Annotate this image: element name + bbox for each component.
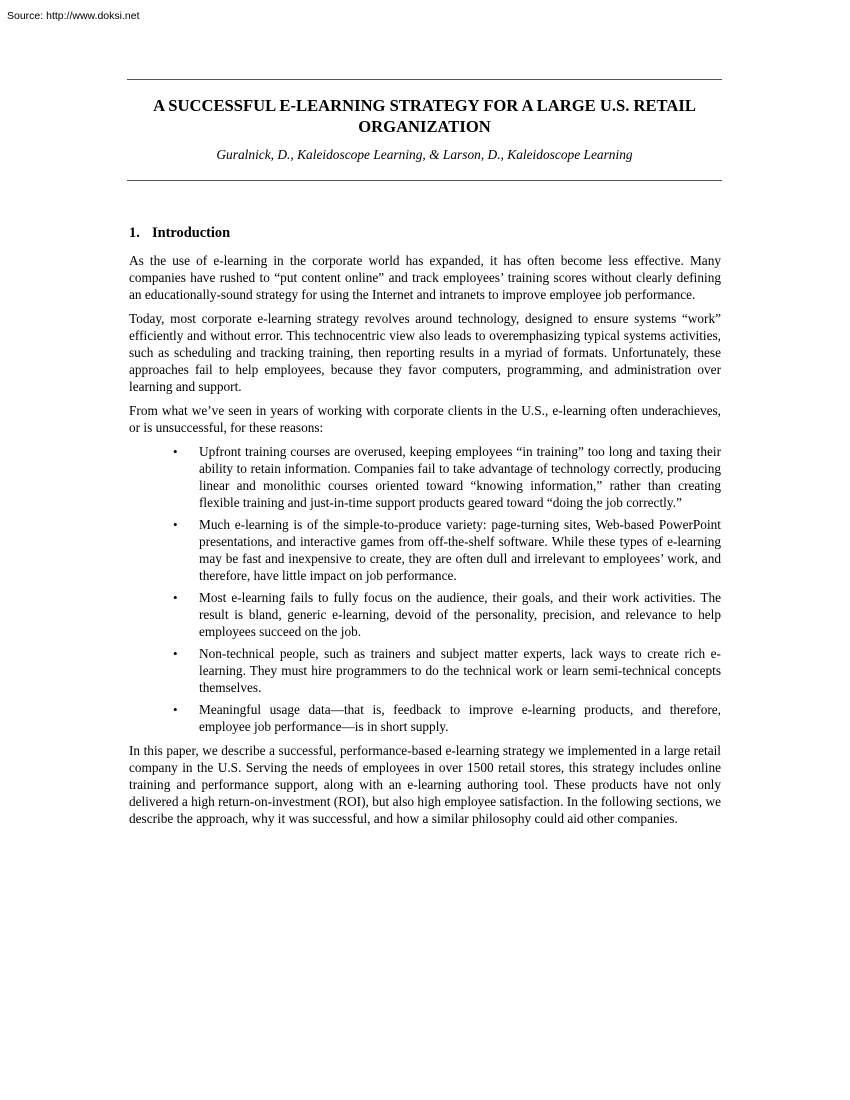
list-item-text: Upfront training courses are overused, keeping employees “in training” too long and taxing their ability to retain information. Companies fail to take advantage of technology correctly, producing linear and monolithic courses oriented toward “knowing information,” rather than creating flexible training and just-in-time support products geared toward “doing the job correctly.” — [199, 444, 721, 510]
header-top-rule — [127, 79, 722, 80]
list-item — [129, 701, 721, 735]
paragraph-1: As the use of e-learning in the corporate world has expanded, it has often become less effective. Many companies have rushed to “put content online” and track employees’ training scores without clearly defining an educationally-sound strategy for using the Internet and intranets to improve employee job performance. — [129, 253, 721, 302]
list-item-text: Much e-learning is of the simple-to-produce variety: page-turning sites, Web-based PowerPoint presentations, and interactive games from off-the-shelf software. While these types of e-learning may be fast and inexpensive to create, they are often dull and irrelevant to employees’ work, and therefore, have little impact on job performance. — [199, 517, 721, 583]
section-heading — [129, 224, 721, 242]
source-attribution: Source: http://www.doksi.net — [7, 10, 140, 22]
list-item — [129, 443, 721, 511]
list-item — [129, 645, 721, 696]
paper-body — [129, 224, 721, 834]
list-item-text: Meaningful usage data—that is, feedback to improve e-learning products, and therefore, employee job performance—is in short supply. — [199, 702, 721, 734]
paragraph-2: Today, most corporate e-learning strategy revolves around technology, designed to ensure systems “work” efficiently and without error. This technocentric view also leads to overemphasizing typical systems activities, such as scheduling and tracking training, then reporting results in a myriad of formats. Unfortunately, these approaches fail to help employees, because they favor computers, programming, and administration over learning and support. — [129, 311, 721, 394]
paragraph-3: From what we’ve seen in years of working with corporate clients in the U.S., e-learning often underachieves, or is unsuccessful, for these reasons: — [129, 403, 721, 435]
paper-authors: Guralnick, D., Kaleidoscope Learning, & Larson, D., Kaleidoscope Learning — [216, 147, 633, 162]
list-item-text: Most e-learning fails to fully focus on the audience, their goals, and their work activities. The result is bland, generic e-learning, devoid of the personality, precision, and relevance to help employees succeed on the job. — [199, 590, 721, 639]
header-bottom-rule — [127, 180, 722, 181]
list-item — [129, 589, 721, 640]
reasons-list — [129, 443, 721, 735]
section-title: Introduction — [152, 225, 231, 241]
list-item-text: Non-technical people, such as trainers and subject matter experts, lack ways to create rich e-learning. They must hire programmers to do the technical work or learn semi-technical concepts themselves. — [199, 646, 721, 695]
bullet-icon: • — [173, 590, 178, 605]
list-item — [129, 516, 721, 584]
paragraph-closing: In this paper, we describe a successful, performance-based e-learning strategy we implemented in a large retail company in the U.S. Serving the needs of employees in over 1500 retail stores, this strategy includes online training and performance support, along with an e-learning authoring tool. These products have not only delivered a high return-on-investment (ROI), but also high employee satisfaction. In the following sections, we describe the approach, why it was successful, and how a similar philosophy could aid other companies. — [129, 743, 721, 826]
bullet-icon: • — [173, 702, 178, 717]
section-number: 1. — [129, 225, 140, 241]
bullet-icon: • — [173, 646, 178, 661]
bullet-icon: • — [173, 517, 178, 532]
paper-title: A SUCCESSFUL E-LEARNING STRATEGY FOR A LARGE U.S. RETAIL ORGANIZATION — [153, 96, 696, 136]
bullet-icon: • — [173, 444, 178, 459]
